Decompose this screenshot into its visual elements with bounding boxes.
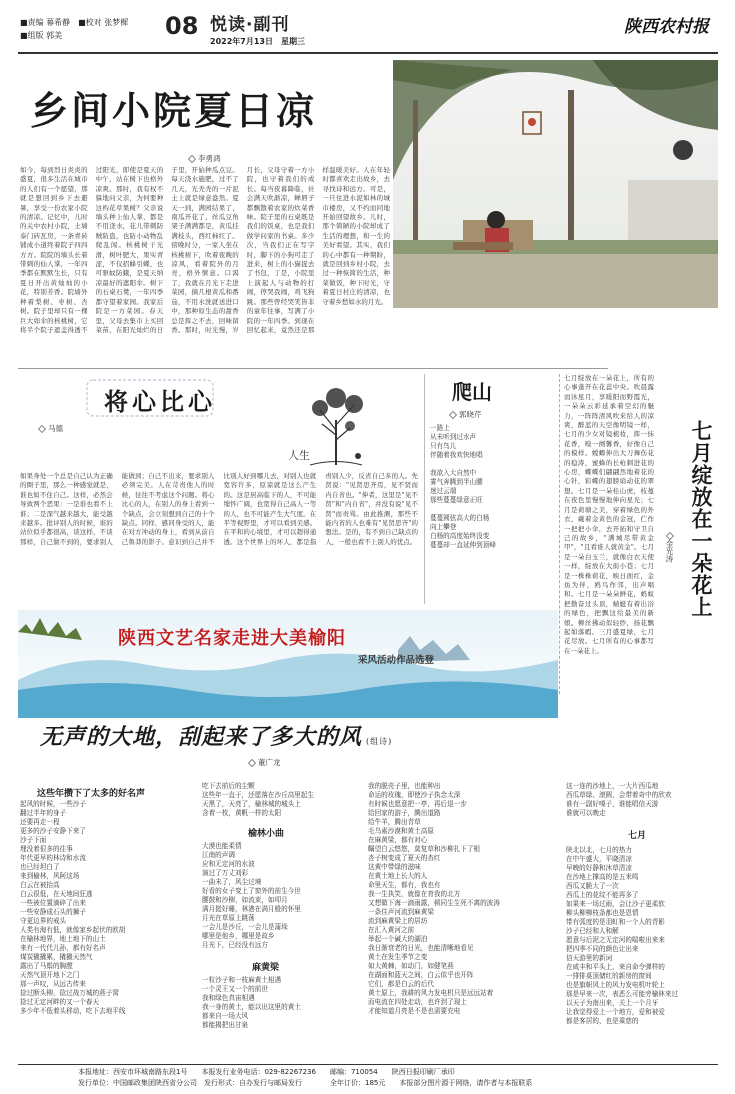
wusheng-title-text: 无声的大地，刮起来了多大的风 — [40, 724, 363, 750]
poem-line: 在汇入黄河之前 — [368, 926, 415, 934]
editor-label: ■责编 — [20, 18, 44, 27]
poem-line: 又想做下海一滴雨露，顿同生生死不离的波涛 — [368, 899, 500, 907]
poem-line: 一条住声河流到麻黄梁 — [368, 908, 434, 916]
poem-line: 蔓蔓却一直延伸到顶峰 — [430, 541, 496, 549]
poem-line: 多少年不低着头移动，吃下去地平线 — [20, 1007, 126, 1015]
byline-seal-icon — [666, 532, 674, 540]
poem-line: 来有一代代儿孙，都有好名声 — [20, 944, 106, 952]
poem-line: 举起一个碱大的湖泊 — [368, 935, 428, 943]
column-divider — [424, 374, 425, 604]
bixin-title: 将心比心 — [104, 388, 216, 416]
poem-line: 让我觉得爱上一个地方，爱和被爱 — [566, 1008, 665, 1016]
poem-line: 一些被位置滴碎了出来 — [20, 899, 86, 907]
header-rule — [18, 52, 718, 54]
poem-line: 来到榆林，风阿这场 — [20, 872, 80, 880]
poem-line: 天然气顶开地下之门 — [20, 971, 80, 979]
layout-name: 郭美 — [46, 31, 63, 40]
bixin-author: 马德 — [48, 424, 63, 433]
poem-line: 我和绿色真宙相遇 — [202, 994, 255, 1002]
poem-line: 瞩望白云悠悠，莫复草和沙柳扎下了根 — [368, 845, 481, 853]
poem-line: 在沙地上撑高的是五米鸣 — [566, 873, 639, 881]
poem-line: 向上攀登 — [430, 523, 457, 531]
poem-line: 陕北以北，七月的热力 — [566, 846, 632, 854]
poem-line: 只有鸟儿 — [430, 442, 457, 450]
poem-line: 更多的沙子安静下来了 — [20, 827, 86, 835]
poem-line: 如大黄棘，如动门，如健笔燕 — [368, 962, 454, 970]
poem-line: 雾气奔腾到半山腰 — [430, 478, 483, 486]
poem-line: 西瓜上的花纹不能再多了 — [566, 891, 639, 899]
poem-line: 在黄土地上长大的人 — [368, 872, 428, 880]
poem-line: 那些蔓蔓绿意正旺 — [430, 496, 483, 504]
poem-line: 这一连的沙地上，一大片西瓜地 — [566, 782, 659, 790]
poem-line: 谁就可以晚走 — [566, 809, 606, 817]
poem-line: 人类有海有低，就像家乡起伏的欧胡 — [20, 926, 126, 934]
wusheng-poem3-continued — [368, 782, 556, 1060]
banner-subtitle: 采风活动作品选登 — [358, 655, 435, 666]
poem-line: 命里天生，都有，我也有 — [368, 881, 441, 889]
poem-line: 谁有一副好嗓子，谁能唱信天游 — [566, 800, 659, 808]
qiyue-body-text: 七月绽放在一朵花上，所有的心事蓬开在花蕊中央。吹晨露而沐星月，享暖阳而野霞光，一朵朵云彩延承着空幻的魅力，一阵阵清风吹来给人的凉爽，醉蓝的天空像明镜一样，七月的少女对镜梳妆，挥一抹花香，嗅一阕馨香，好像自己的模样。螳螂伸出大刀舞伤花的稳涛，蜜蜂的长枪刺进花的心房，蝶蝶们翩翩然地着花的心针，彩蝶的翅膀扇动花的翠想。七月是一朵桂山虎，枝蔓在夜色里慢慢地伸向星光；七月是荷塘之美，穿着绿色的外衣，戴着金黄色的金冠，伫作一把把小伞，去开拓和守卫自己的故乡，"满城尽带黄金甲"，"且看谁人就黄金"。七月是一朵白玉兰，就像白衣天使一样，绽放在大街小巷；七月是一株株荷花，映日面红，金鱼为伴，鸥鸟作邻，出声唱和。七月是一朵朵鲜花，蚂蚁把勤奋过头顶，蜻蜓有着出浴的绿色，把飘这给最美的新娘。柳丝拂动似轻纱，扬花飘起如落暇。三月盛夏绿，七月花尽放。七月所有的心事都写在一朵花上。 — [564, 374, 654, 655]
poem-line: 月光在草原上跳荡 — [202, 914, 255, 922]
wusheng-poem2-title: 榆林小曲 — [248, 829, 285, 839]
wusheng-title — [40, 720, 392, 751]
poem-line: 都能揭把出甘泉 — [202, 1021, 249, 1029]
lead-title: 乡间小院夏日凉 — [30, 89, 318, 133]
bixin-byline — [38, 423, 63, 434]
poem-line: 才能知道月亮是不是也需要充电 — [368, 1007, 461, 1015]
poem-line: 我一生执笑，就像在育我的北方 — [368, 890, 461, 898]
poem-line: 西瓜又脆大了一次 — [566, 882, 619, 890]
poem-line: 它们，都是白云的后代 — [368, 980, 434, 988]
lead-author: 李勇鸿 — [198, 154, 221, 163]
lead-body-text: 如今，每到烈日炎炎的盛夏，很多生活在城市的人们有一个愿望，那就是想回到乡下去避暑，享受一份农家小院的清凉。记忆中，儿时的关中农村小院，土墙泰门砖瓦房，一条青砖铺成小道终着院子四四方方。院院的墙头长着带刺的仙人掌，一年四季都在默默生长，只有夏日开出黄灿灿的小花，特别芳香。院墙外种着梨树、枣树、杏树。院子里却只有一棵巨大如伞的核桃树，它将半个院子遮盖得透不过阳光，即使是夏天的中午，站在树下也格外凉爽。那时，我有权不躲地问父亲，为何要种这构花草果树？父亲说墙头种上仙人掌，都是不用浇水，花儿带刺防贼防盗，也防小动物乱爬乱闯。核桃树干光滑，树叶肥大，果实青涩，不仅招蜂引蝶，也可驱蚊防蛾，是夏天纳凉最好的遮阳伞。树下的石桌石凳，一年四季都守望着家园。我家后院是一方菜园。春天里，父母去集市上买回菜苗，在阳光灿烂的日子里，开始种瓜点豆。每天浇水施肥，过不了几天，光秃秃的一片泥土上就是绿意盎然。夏天一到，满园结果了，南瓜开花了，丝瓜豆角架子满满都是，黄瓜挂满枝头，西红柿红了。傍晚时分，一家人坐在核桃树下，吹着夜晚的凉风，看着院外的月亮，格外惬意。口渴了，我就在月光下走进菜园，摘几根黄瓜和番茄，不用水洗就送进口中，那种原生态的甜香总是挥之不去，回味留香。那时，时光慢，岁月长，父母守着一方小院，也守着我们的成长。每当夜幕降临，社会满天吹渐凉，蝉唇子都飘散着农家的炊菜香味。院子里的石桌既是我们的饭桌，也是我们做学问家的书桌。多少次，当我们正在写字时，脚下的小狗可走了进来，树上的小猫捉去了书包，丁是，小院里上演起人与动物的打闹，停哭我闹，鸡飞狗跳。那些曾经哭笑皆非的童年往事，写满了小院的一年四季。到现在回忆起来，竟然还是那样温暖美好。人在年轻时都喜欢走出故乡，去寻找诗和远方。可是，一旦住进水泥如林的城市楼房，又不约而同地开始回望故乡。儿时，那个简陋的小院却成了生活的理想，和一生的美好看望。其实，我们的心中都有一种期盼，就是回到乡村小院，去过一种恢简的生活，种菜做饭，种下时光，守着夏日村庄的清凉，也守着乡愁如水的月光。 — [20, 166, 390, 334]
poem-line: 黄土在发生季节之变 — [368, 953, 428, 961]
wusheng-poem1-title: 这些年攒下了太多的好名声 — [37, 789, 146, 799]
lead-divider — [18, 368, 608, 369]
paashan-poem — [430, 424, 555, 604]
qiyue-author: 金光涛 — [665, 540, 674, 563]
poem-line: 在榆林地界，地上地下的山土 — [20, 935, 106, 943]
poem-line: 都来自一场大风 — [202, 1012, 249, 1020]
poem-line: 演过了万丈刘彩 — [202, 869, 249, 877]
wusheng-tag: (组诗) — [366, 737, 393, 746]
wusheng-poem1 — [20, 800, 192, 1058]
poem-line: 一会儿是沙丘，一会儿是蒲垛 — [202, 923, 288, 931]
poem-line: 以天子为南出来，关上一个月牙 — [566, 999, 659, 1007]
poem-line: 沙子已经和人和解 — [566, 927, 619, 935]
poem-line: 煤炭撬撬累，撬撬天然气 — [20, 953, 93, 961]
poem-line: 应和无定河的水波 — [202, 860, 255, 868]
poem-line: 有时候也愿意把一亭，再后退一步 — [368, 800, 467, 808]
poem-line: 那是早来一次，表恶么可能旁榆林来过 — [566, 990, 679, 998]
banner-title: 陕西文艺名家走进大美榆阳 — [118, 628, 346, 649]
poem-line: 带有弧度的是羽虹和一个人的青影 — [566, 918, 665, 926]
poem-line: 天黑了，天亮了，榆林城的城头上 — [202, 800, 301, 808]
poem-line: 西瓜草绿、滚圆，会带着奇中的欣欢 — [566, 791, 672, 799]
column-divider-dashed — [559, 374, 560, 694]
poem-line: 迷过云端 — [430, 487, 457, 495]
poem-line — [430, 505, 555, 514]
poem-line: 黄土原上，我耕的风力发电机只是远远站着 — [368, 989, 494, 997]
poem-line: 守更边界的戒头 — [20, 917, 67, 925]
wusheng-poem4-title: 七月 — [628, 831, 647, 841]
issue-date: 2022年7月13日 星期三 — [210, 37, 305, 46]
poem-line: 在中午盛大，平晓清凉 — [566, 855, 632, 863]
poem-line: 年代更早的林诗和水流 — [20, 854, 86, 862]
poem-line: 柳头柳柳枝条都也是恩情 — [566, 909, 639, 917]
poem-line: 哪里是他乡，哪里是故乡 — [202, 932, 275, 940]
wusheng-poem3 — [202, 976, 362, 1060]
wusheng-poem3-title: 麻黄梁 — [252, 963, 280, 973]
wusheng-poem1-ending — [202, 782, 362, 822]
editor-name: 幕希静 — [46, 18, 71, 27]
byline-seal-icon — [248, 759, 256, 767]
poem-line: 捻过无定河畔的又一个春天 — [20, 998, 100, 1006]
poem-line: 而电流在四处走动，也许到了现上 — [368, 998, 467, 1006]
poem-line: 一排排桌顶储红的新房的窗间 — [566, 972, 652, 980]
poem-line: 露出了马鬃的胸膛 — [20, 962, 73, 970]
poem-line: 蔓蔓圆弦高大的白杨 — [430, 514, 490, 522]
footer-line-2: 发行单位：中国邮政集团陕西省分公司 发行形式：自办发行与邮局发行 全年订价：185元 本报部分图片源于网络，请作者与本报联系 — [78, 1079, 533, 1087]
poem-line: 一些安静成石头的狮子 — [20, 908, 86, 916]
poem-line: 命运的玫瑰，即使沙子执念太深 — [368, 791, 461, 799]
poem-line: 月光下，已经没有远方 — [202, 941, 268, 949]
poem-line: 腰鼓和沙柳，如流束，如叩月 — [202, 896, 288, 904]
paashan-author: 郭晓芹 — [459, 410, 482, 419]
poem-line: 给回家的游子，腾出道路 — [368, 809, 441, 817]
poem-line: 毛乌素沙漠和黄土高原 — [368, 827, 434, 835]
poem-line: 满月挺好睡，林港在满月般的怀里 — [202, 905, 301, 913]
poem-line: 我一身的黄土，能以出这里的黄土 — [202, 1003, 301, 1011]
poem-line: 流到麻黄梁上的居坊 — [368, 917, 428, 925]
poem-line: 起风的时候，一些沙子 — [20, 800, 86, 808]
poem-line: 捻过断头柳，捻过战万城的燕子窝 — [20, 989, 119, 997]
footer — [78, 1067, 718, 1089]
qiyue-title: 七月绽放在一朵花上 — [689, 420, 713, 618]
poem-line: 在麻黄梁，都有对心 — [368, 836, 428, 844]
byline-seal-icon — [38, 425, 46, 433]
poem-line: 也已经坦白了 — [20, 863, 60, 871]
poem-line: 在咸丰和平头上，来自命令弹样的 — [566, 963, 665, 971]
poem-line: 那一声叹，从远古传来 — [20, 980, 86, 988]
poem-line: 这黄中带绿的滋味 — [368, 863, 421, 871]
poem-line: 都是客居的，也是乘慈的 — [566, 1017, 639, 1025]
poem-line: 如果来一场过雨，会让沙子更柔软 — [566, 900, 665, 908]
poem-line: 一路上 — [430, 424, 450, 432]
poem-line: 把四季不同的颜色让出来 — [566, 945, 639, 953]
poem-line: 给牛羊，腾出青草 — [368, 818, 421, 826]
poem-line: 江南的声调 — [202, 851, 235, 859]
poem-line: 也是旗帜风上的风力发电机叶轮上 — [566, 981, 665, 989]
lead-byline — [188, 153, 221, 164]
wusheng-author: 董广龙 — [258, 758, 281, 767]
poem-line: 翻过半年的身子 — [20, 809, 67, 817]
tree-illustration — [300, 380, 372, 470]
paashan-byline — [449, 409, 482, 420]
section-title: 悦读·副刊 — [210, 15, 290, 35]
wusheng-poem4 — [566, 846, 718, 1060]
wusheng-poem3-ending — [566, 782, 718, 822]
paper-logo: 陕西农村报 — [624, 17, 709, 37]
poem-line: 杏子树变成了夏天的杏红 — [368, 854, 441, 862]
proof-name: 张梦樨 — [104, 18, 129, 27]
poem-line: 含着一枚，黄帆一样的太阳 — [202, 809, 282, 817]
poem-line: 我的脱壳子里，也能种出 — [368, 782, 441, 790]
byline-seal-icon — [449, 411, 457, 419]
poem-line: 愿意与后泥之无定河的喘啦出来来 — [566, 936, 665, 944]
poem-line: 这些年一直于，还愿落在沙丘高里起生 — [202, 791, 315, 799]
poem-line: 大漠也能柔情 — [202, 842, 242, 850]
poem-line: 埋没着很多的往事 — [20, 845, 73, 853]
poem-line: 沙子下面 — [20, 836, 47, 844]
footer-rule — [18, 1064, 718, 1065]
wusheng-poem2 — [202, 842, 362, 954]
poem-line: 白云很低，在天地间狂逃 — [20, 890, 93, 898]
page-number: 08 — [165, 12, 199, 40]
poem-line: 伴随着我欢快地唱 — [430, 451, 483, 459]
poem-line: 好看的女子变上了窗外的前生今世 — [202, 887, 301, 895]
poem-line: 一个灵王又一个的前世 — [202, 985, 268, 993]
poem-line: 我日渐衰老的日光，也能清晰地看见 — [368, 944, 474, 952]
tree-caption: 人生 — [288, 449, 310, 462]
lead-photo — [393, 60, 718, 308]
paashan-title: 爬山 — [452, 380, 492, 404]
proof-label: ■校对 — [78, 18, 102, 27]
lead-body-text-continued — [393, 312, 718, 368]
masthead-credits — [20, 16, 180, 42]
poem-line: 在湖面和蓝天之间，白云似乎也开阵 — [368, 971, 474, 979]
poem-line: 从未听到过水声 — [430, 433, 477, 441]
poem-line: 白云在被抬高 — [20, 881, 60, 889]
poem-line: 白杨的高度始终没变 — [430, 532, 490, 540]
qiyue-byline — [664, 532, 676, 563]
poem-line: 吃下去前后的尘颗 — [202, 782, 255, 790]
footer-line-1: 本报地址：西安市环城南路东段1号 本报发行业务电话：029-82267236 邮编：710054 陕西日报印刷厂承印 — [78, 1068, 455, 1076]
byline-seal-icon — [188, 155, 196, 163]
bixin-body-text: 如果身处一个总是自己认为正确的圈子里，那么一种感觉就是，谁也如不住自己。这样，必然会导致两个恶果：一是谁也看不上谁；二是深气越来越大，能受越来越多。批评别人的时候，谁的站位似乎都很高，谈这样，不谈那样，自己做不到的，要求别人能做到；自己不出来，要求别人必须完美。人在苛责他人的时候，往往不考虑这个问题。将心比心的人，在别人的身上看到一个缺点，会立刻想到自己的十个缺点。同样，感同身受的人，能在对方冲动的身上，看到从前自己鲁莽的影子。意识到自己并不比别人好到哪儿去，对别人也就宽容许多，原谅就是这么产生的。这是居高临下的人，不可能缩怀广阔，也宽得自己高人一等的人，也不可能产生大气度。在平等视野里，才可以看到美感。在平和的心境里，才可以超得通透。这个世界上的坏人，都是指责别人少，反省自己多的人。先贤说："见贤思齐焉，见不贤而内自省也。"伸者，这里是"见不贤"和"内自省"，并没有说"见不贤"而责骂。由此推测，那些不能内省的人也难有"见贤思齐"的想法。是的，有不到自己缺点的人，一般也看不上别人的优点。 — [20, 472, 418, 546]
layout-label: ■组版 — [20, 31, 44, 40]
poem-line: 一曲未了，风尘过境 — [202, 878, 262, 886]
poem-line: 早晚的好静和沐草清凉 — [566, 864, 632, 872]
wusheng-byline — [248, 757, 281, 768]
poem-line: 一粒沙子和一枝麻黄土相遇 — [202, 976, 282, 984]
poem-line — [430, 460, 555, 469]
poem-line: 我欲入大自然中 — [430, 469, 477, 477]
poem-line: 还要再走一程 — [20, 818, 60, 826]
poem-line: 信天游里的新词 — [566, 954, 613, 962]
